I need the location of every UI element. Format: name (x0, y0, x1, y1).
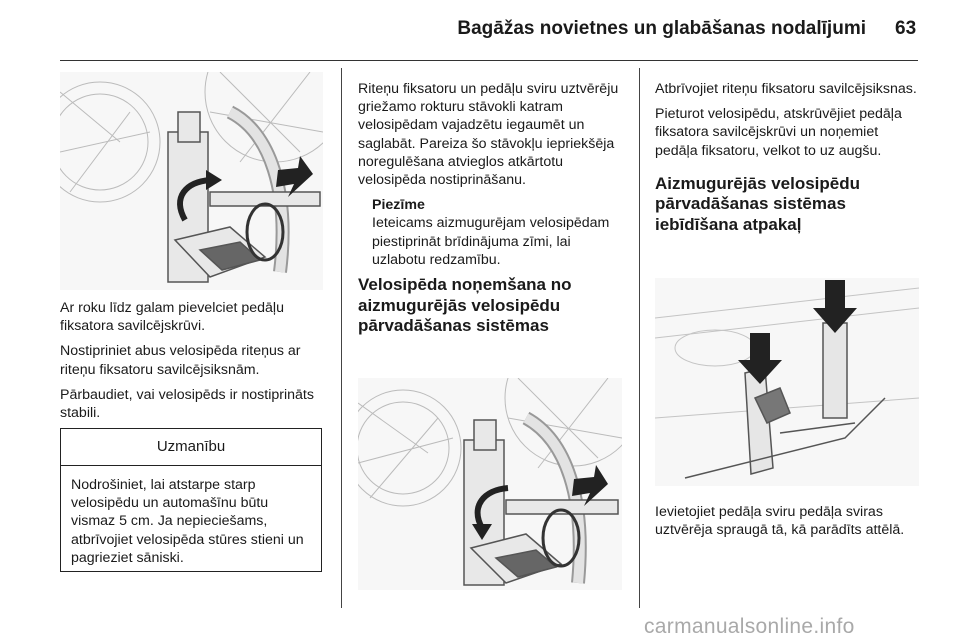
right-column-text (655, 80, 920, 245)
right-paragraph-after-figure: Ievietojiet pedāļa sviru pedāļa sviras uztvērēja spraugā tā, kā parādīts attēlā. (655, 504, 905, 539)
watermark: carmanualsonline.info (644, 615, 855, 638)
left-paragraph-3: Pārbaudiet, vai velosipēds ir nostiprināts stabili. (60, 386, 314, 422)
column-divider-right (639, 68, 640, 608)
right-section-heading: Aizmugurējās velosipēdu pārvadāšanas sistēmas iebīdīšana atpakaļ (655, 173, 860, 234)
illustration-pedal-clamp (60, 72, 323, 290)
header-divider (60, 60, 918, 61)
note-block (372, 196, 620, 269)
caution-box (60, 428, 322, 572)
left-paragraph-1: Ar roku līdz galam pievelciet pedāļu fiksatora savilcējskrūvi. (60, 300, 284, 335)
caution-text: Nodrošiniet, lai atstarpe starp velosipēdu un automašīnu būtu vismaz 5 cm. Ja nepieciešams, atbrīvojiet velosipēda stūres stieni un pagrieziet sāniski. (71, 477, 304, 566)
left-paragraph-2: Nostipriniet abus velosipēda riteņus ar riteņu fiksatoru savilcējsiksnām. (60, 343, 301, 378)
page-header-title: Bagāžas novietnes un glabāšanas nodalījumi (457, 18, 866, 39)
right-paragraph-1: Atbrīvojiet riteņu fiksatoru savilcējsiksnas. (655, 81, 917, 97)
right-column-text-bottom (655, 503, 925, 546)
figure-pedal-removal (358, 378, 622, 590)
middle-section-heading: Velosipēda noņemšana no aizmugurējās velosipēdu pārvadāšanas sistēmas (358, 275, 572, 336)
column-divider-left (341, 68, 342, 608)
illustration-carrier-retract (655, 278, 919, 486)
page-number: 63 (895, 18, 917, 39)
right-paragraph-2: Pieturot velosipēdu, atskrūvējiet pedāļa fiksatora savilcējskrūvi un noņemiet pedāļa fiksatoru, velkot to uz augšu. (655, 106, 902, 159)
figure-carrier-retract (655, 278, 919, 486)
middle-paragraph: Riteņu fiksatoru un pedāļu sviru uztvērēju griežamo rokturu stāvokli katram velosipēdam vajadzētu iegaumēt un saglabāt. Pareiza šo stāvokļu iepriekšēja noregulēšana atvieglos atkārtotu velosipēda nostiprināšanu. (358, 81, 619, 189)
note-title: Piezīme (372, 197, 425, 214)
middle-column-text (358, 80, 620, 347)
note-text: Ieteicams aizmugurējam velosipēdam piestiprināt brīdinājuma zīmi, lai uzlabotu redzamību. (372, 215, 610, 268)
caution-title: Uzmanību (61, 429, 321, 466)
figure-pedal-clamp (60, 72, 323, 290)
illustration-pedal-removal (358, 378, 622, 590)
left-column-text (60, 299, 325, 429)
